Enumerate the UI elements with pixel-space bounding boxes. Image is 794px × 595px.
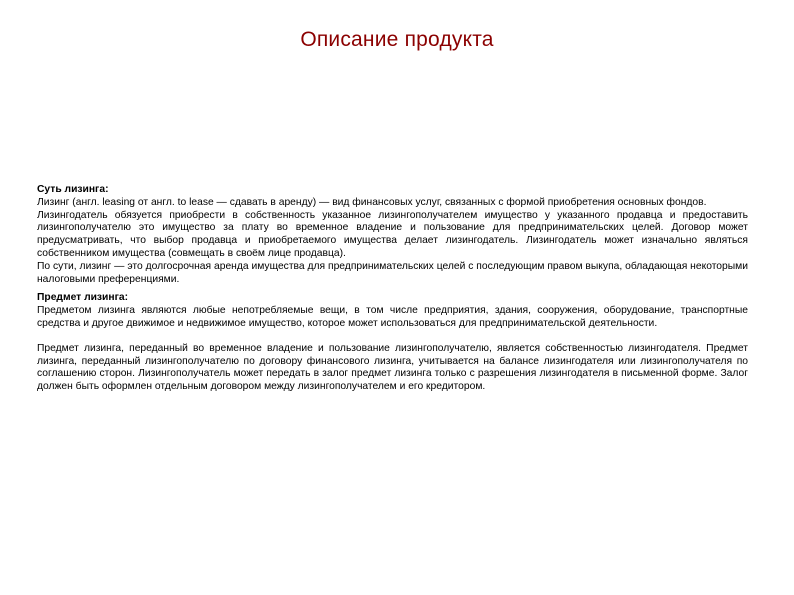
slide-body: [37, 184, 748, 400]
paragraph: Предмет лизинга, переданный во временное владение и пользование лизингополучателю, является собственностью лизингодателя. Предмет лизинга, переданный лизингополучателю по договору финансового лизинга, учитывается на балансе лизингодателя или лизингополучателя по соглашению сторон. Лизингополучатель может передать в залог предмет лизинга только с разрешения лизингодателя в письменной форме. Залог должен быть оформлен отдельным договором между лизингополучателем и его кредитором.: [37, 342, 748, 393]
paragraph: Лизингодатель обязуется приобрести в собственность указанное лизингополучателем имущество у указанного продавца и предоставить лизингополучателю это имущество за плату во временное владение и пользование для предпринимательских целей. Договор может предусматривать, что выбор продавца и приобретаемого имущества делает лизингодатель. Лизингодатель может изначально являться собственником имущества (совмещать в своём лице продавца).: [37, 209, 748, 259]
section-leasing-essence: [37, 184, 748, 286]
section-leasing-subject: [37, 292, 748, 394]
slide-title: Описание продукта: [300, 28, 494, 51]
section-heading: Суть лизинга:: [37, 184, 109, 195]
paragraph: По сути, лизинг — это долгосрочная аренда имущества для предпринимательских целей с последующим правом выкупа, обладающая некоторыми налоговыми преференциями.: [37, 260, 748, 285]
paragraph: Лизинг (англ. leasing от англ. to lease — сдавать в аренду) — вид финансовых услуг, связанных с формой приобретения основных фондов.: [37, 196, 707, 208]
paragraph-spacer: [37, 331, 748, 343]
paragraph: Предметом лизинга являются любые непотребляемые вещи, в том числе предприятия, здания, сооружения, оборудование, транспортные средства и другое движимое и недвижимое имущество, которое может использоваться для предпринимательской деятельности.: [37, 305, 748, 329]
section-heading: Предмет лизинга:: [37, 292, 129, 304]
